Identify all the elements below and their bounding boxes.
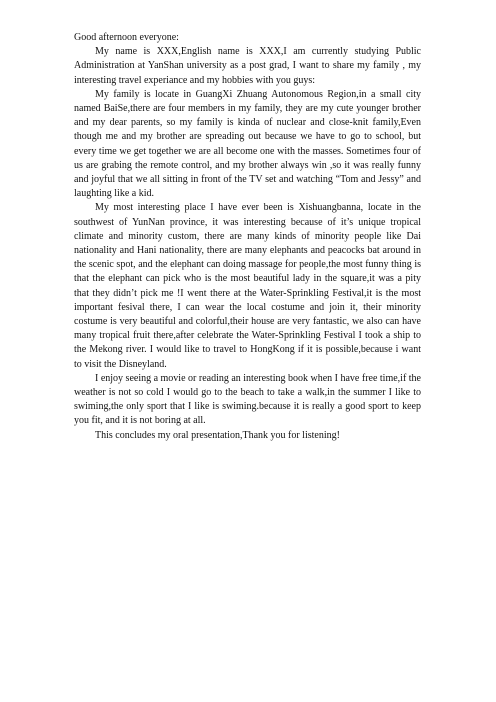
document-page [74,31,421,443]
paragraph-family: My family is locate in GuangXi Zhuang Autonomous Region,in a small city named BaiSe,there are four members in my family, they are my cute younger brother and my dear parents, so my family is kinda of nuclear and close-knit family,Even though me and my brother are spreading out because we have to go to school, but every time we get together we are all become one with the masses. Sometimes four of us are grabing the remote control, and my brother always win ,so it was really funny and joyful that we all sitting in front of the TV set and watching “Tom and Jessy” and laughting like a kid. [74,88,421,200]
greeting-line: Good afternoon everyone: [74,32,179,43]
paragraph-introduction: My name is XXX,English name is XXX,I am currently studying Public Administration at YanShan university as a post grad, I want to share my family , my interesting travel experiance and my hobbies with you guys: [74,46,421,86]
paragraph-travel: My most interesting place I have ever been is Xishuangbanna, locate in the southwest of YunNan province, it was interesting because of it’s unique tropical climate and minority custom, there are many kinds of minority people like Dai nationality and Hani nationality, there are many elephants and peacocks bat around in the scenic spot, and the elephant can doing massage for people,the most funny thing is that the elephant can pick who is the most beautiful lady in the square,it was a pity that they didn’t pick me !I went there at the Water-Sprinkling Festival,it is the most important fesival there, I can wear the local costume and join it, their minority costume is very beautiful and colorful,their house are very fantastic, we also can have many tropical fruit there,after celebrate the Water-Sprinkling Festival I took a ship to the Mekong river. I would like to travel to HongKong if it is possible,because i want to visit the Disneyland. [74,202,421,370]
paragraph-conclusion: This concludes my oral presentation,Thank you for listening! [95,429,340,441]
paragraph-hobbies: I enjoy seeing a movie or reading an interesting book when I have free time,if the weather is not so cold I would go to the beach to take a walk,in the summer I like to swiming,the only sport that I like is swiming.because it is really a good sport to keep you fit, and it is not boring at all. [74,372,421,427]
